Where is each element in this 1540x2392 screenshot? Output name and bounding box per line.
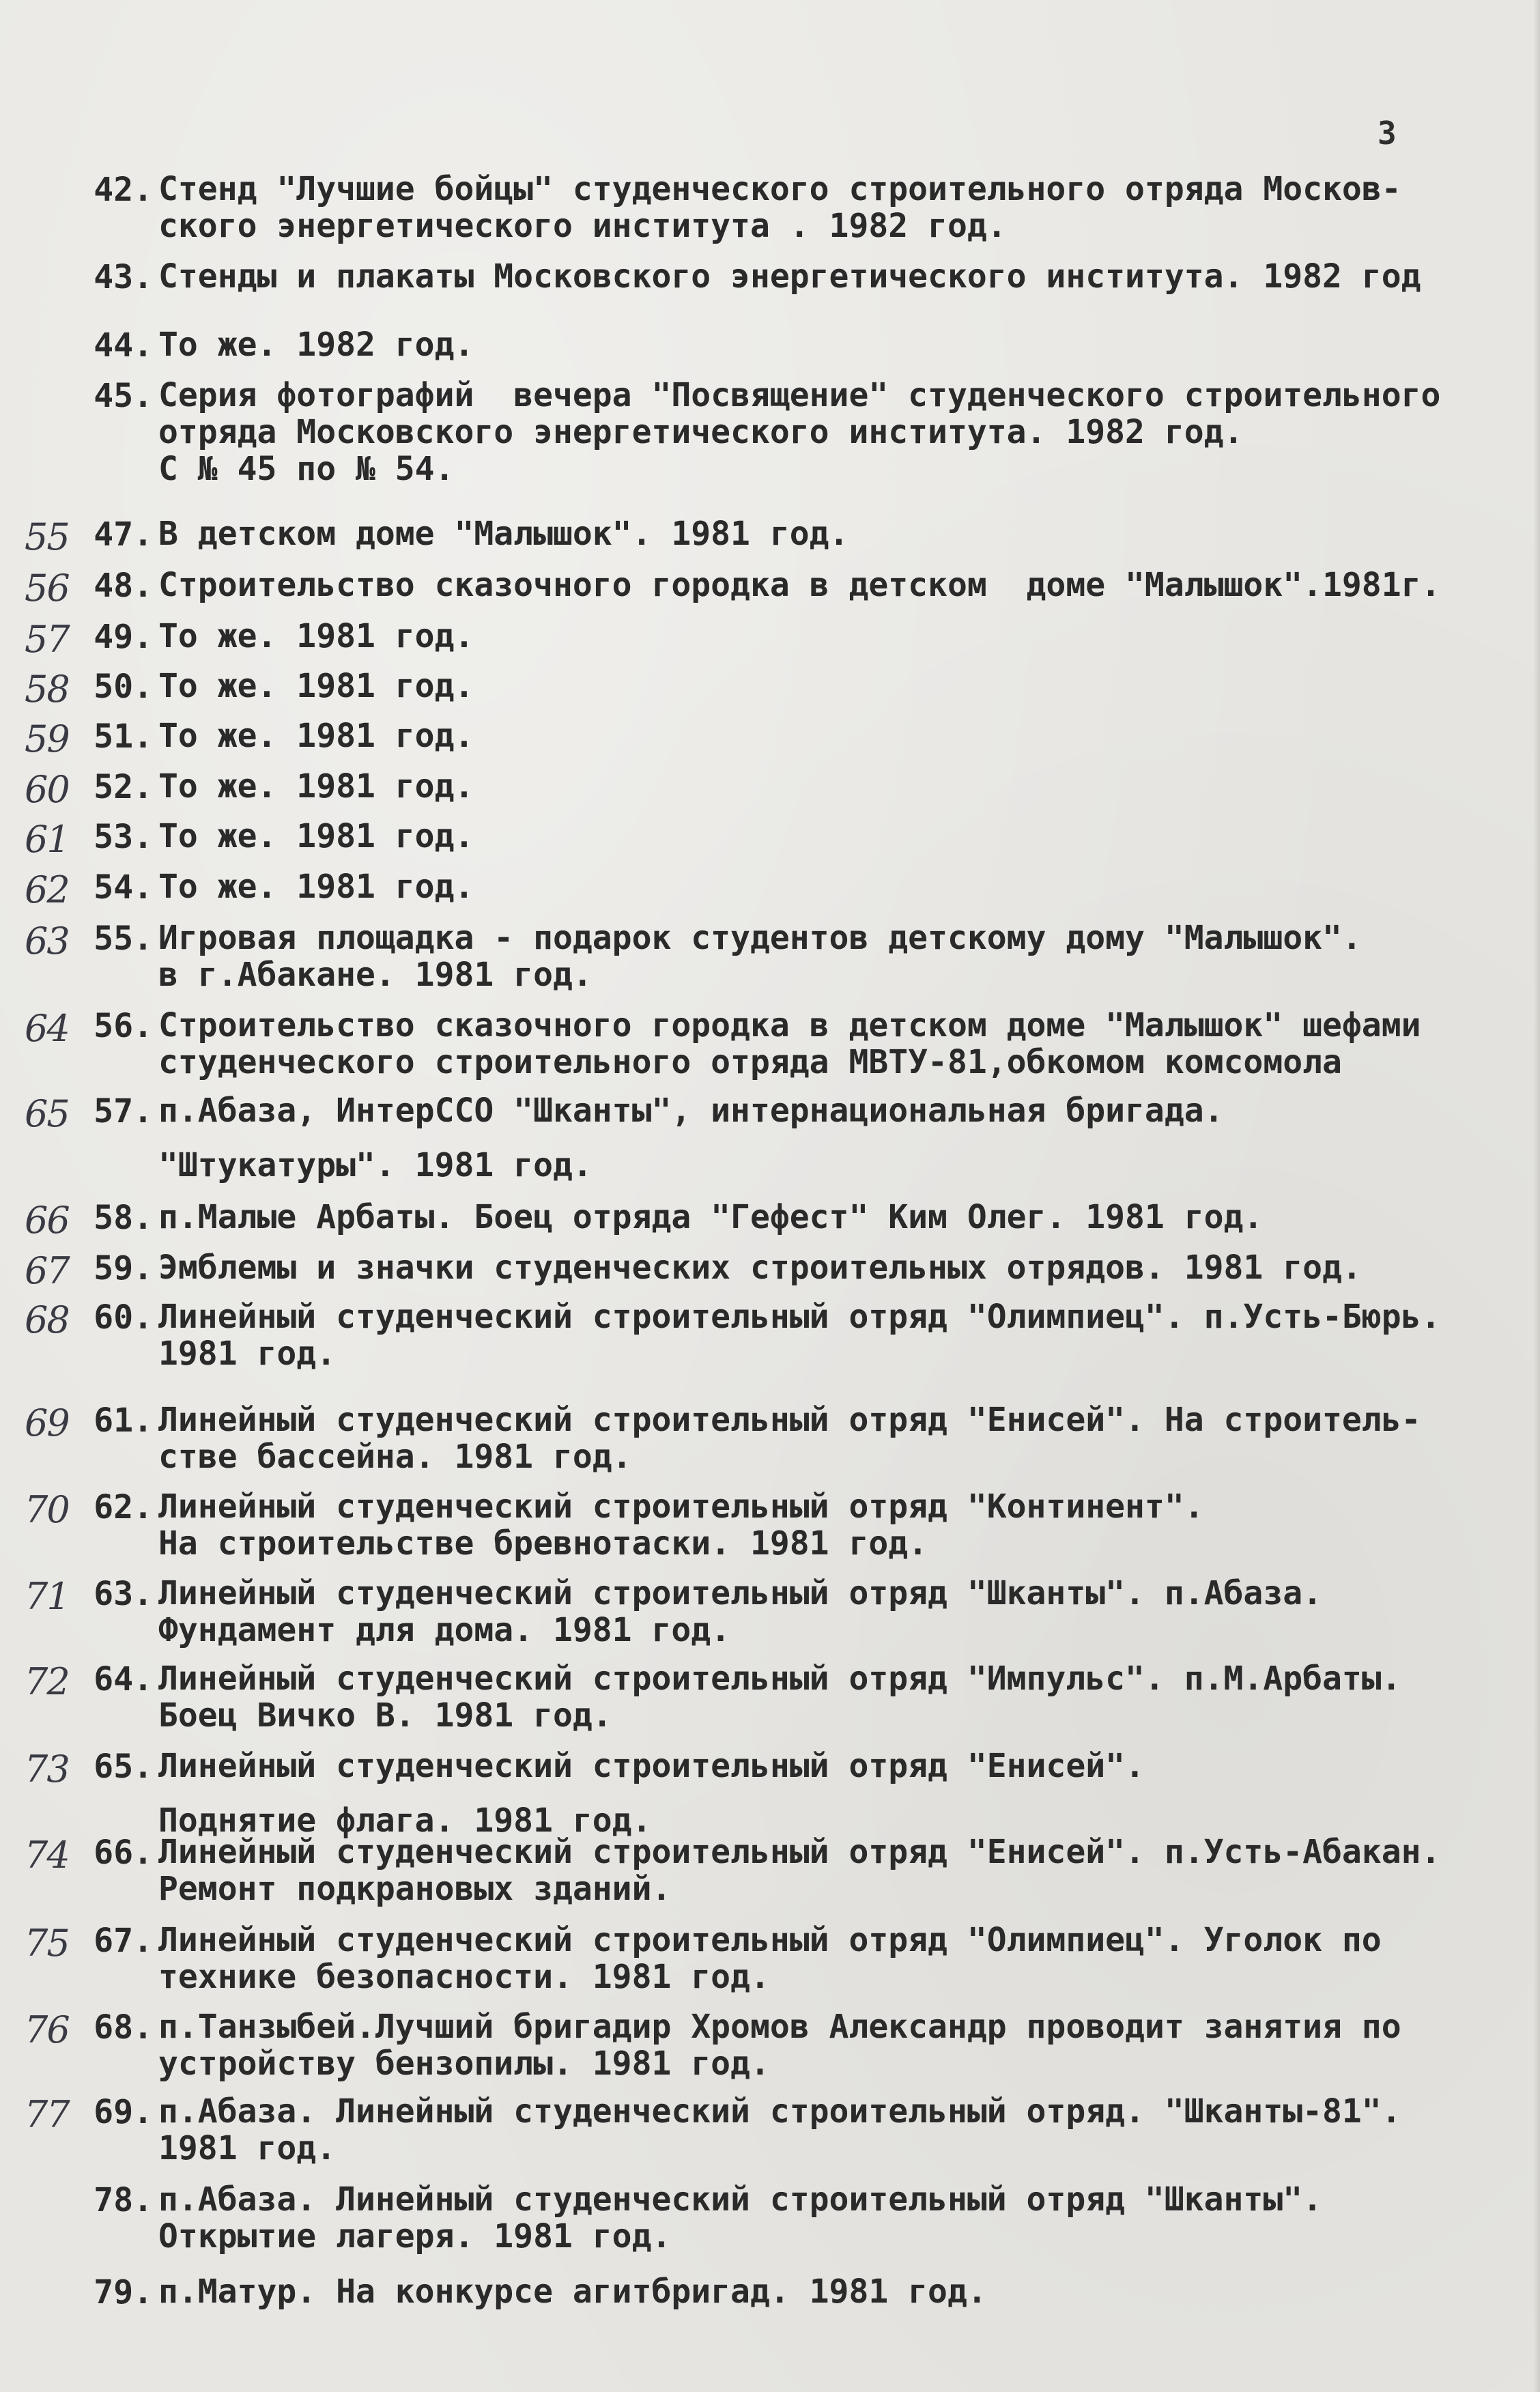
entry-number: 68. xyxy=(94,2008,153,2047)
handwritten-sheet-number: 71 xyxy=(25,1575,69,1618)
entry-description-line: Эмблемы и значки студенческих строительных отрядов. 1981 год. xyxy=(158,1249,1362,1287)
entry-number: 47. xyxy=(94,515,153,554)
handwritten-sheet-number: 69 xyxy=(25,1401,69,1444)
entry-number: 51. xyxy=(94,717,153,756)
entry-number: 61. xyxy=(94,1401,153,1440)
entry-description-line: То же. 1981 год. xyxy=(158,717,474,755)
entry-number: 53. xyxy=(94,818,153,856)
entry-number: 43. xyxy=(94,258,153,296)
entry-description xyxy=(158,1401,1530,1475)
entry-description xyxy=(158,1007,1530,1081)
entry-description xyxy=(158,1748,1530,1839)
entry-description-line: То же. 1981 год. xyxy=(158,667,474,705)
entry-description xyxy=(158,2181,1530,2255)
handwritten-sheet-number: 62 xyxy=(25,868,69,911)
handwritten-sheet-number: 58 xyxy=(25,668,69,711)
entry-description-line: 1981 год. xyxy=(158,1335,337,1373)
entry-description-line: В детском доме "Малышок". 1981 год. xyxy=(158,515,849,553)
entry-description xyxy=(158,818,1530,855)
entry-number: 50. xyxy=(94,668,153,706)
entry-description-line: Строительство сказочного городка в детском доме "Малышок".1981г. xyxy=(158,566,1441,604)
handwritten-sheet-number: 66 xyxy=(25,1199,69,1242)
entry-description-line: Игровая площадка - подарок студентов детскому дому "Малышок". xyxy=(158,919,1362,957)
entry-description-line: Поднятие флага. 1981 год. xyxy=(158,1802,652,1840)
entry-description-line: п.Танзыбей.Лучший бригадир Хромов Александр проводит занятия по xyxy=(158,2008,1401,2046)
entry-description-line: п.Абаза, ИнтерССО "Шканты", интернациональная бригада. xyxy=(158,1092,1224,1130)
entry-description xyxy=(158,618,1530,655)
entry-description-line: п.Абаза. Линейный студенческий строительный отряд. "Шканты-81". xyxy=(158,2092,1401,2131)
entry-number: 59. xyxy=(94,1249,153,1287)
entry-description-line: Линейный студенческий строительный отряд "Импульс". п.М.Арбаты. xyxy=(158,1660,1401,1698)
entry-description-line: Линейный студенческий строительный отряд "Енисей". На строитель- xyxy=(158,1401,1421,1439)
entry-description-line: Боец Вичко В. 1981 год. xyxy=(158,1696,612,1735)
entry-description-line: 1981 год. xyxy=(158,2129,337,2167)
entry-number: 66. xyxy=(94,1834,153,1872)
entry-number: 78. xyxy=(94,2181,153,2219)
page-number: 3 xyxy=(1378,115,1397,152)
entry-description-line: Ремонт подкрановых зданий. xyxy=(158,1870,672,1908)
entry-number: 79. xyxy=(94,2273,153,2311)
entry-description-line: Открытие лагеря. 1981 год. xyxy=(158,2217,672,2255)
entry-number: 45. xyxy=(94,377,153,415)
entry-description-line: п.Матур. На конкурсе агитбригад. 1981 год. xyxy=(158,2273,987,2311)
entry-description xyxy=(158,1660,1530,1734)
handwritten-sheet-number: 77 xyxy=(25,2093,69,2136)
entry-number: 67. xyxy=(94,1922,153,1960)
handwritten-sheet-number: 64 xyxy=(25,1007,69,1050)
entry-number: 54. xyxy=(94,868,153,907)
entry-number: 65. xyxy=(94,1748,153,1786)
entry-number: 42. xyxy=(94,171,153,209)
entry-description-line: Линейный студенческий строительный отряд "Енисей". xyxy=(158,1747,1145,1785)
handwritten-sheet-number: 70 xyxy=(25,1488,69,1531)
entry-description-line: Линейный студенческий строительный отряд "Енисей". п.Усть-Абакан. xyxy=(158,1833,1441,1871)
entry-number: 69. xyxy=(94,2093,153,2131)
handwritten-sheet-number: 55 xyxy=(25,515,69,558)
entry-description-line: Фундамент для дома. 1981 год. xyxy=(158,1611,731,1649)
entry-description-line: стве бассейна. 1981 год. xyxy=(158,1438,632,1476)
entry-number: 44. xyxy=(94,326,153,365)
entry-description xyxy=(158,1249,1530,1286)
entry-number: 49. xyxy=(94,618,153,656)
paper-edge xyxy=(1533,0,1540,2392)
entry-description xyxy=(158,1199,1530,1236)
entry-description xyxy=(158,1298,1530,1372)
entry-description-line: п.Малые Арбаты. Боец отряда "Гефест" Ким Олег. 1981 год. xyxy=(158,1198,1264,1236)
entry-number: 56. xyxy=(94,1007,153,1045)
entry-description xyxy=(158,1834,1530,1907)
entry-description xyxy=(158,2008,1530,2082)
entry-description xyxy=(158,2093,1530,2167)
handwritten-sheet-number: 63 xyxy=(25,920,69,963)
handwritten-sheet-number: 72 xyxy=(25,1660,69,1703)
entry-number: 57. xyxy=(94,1092,153,1130)
entry-description xyxy=(158,668,1530,704)
entry-number: 55. xyxy=(94,920,153,958)
entry-description-line: Строительство сказочного городка в детском доме "Малышок" шефами xyxy=(158,1006,1421,1044)
entry-description xyxy=(158,2273,1530,2310)
entry-description-line: То же. 1981 год. xyxy=(158,767,474,806)
entry-description xyxy=(158,567,1530,603)
handwritten-sheet-number: 73 xyxy=(25,1748,69,1791)
handwritten-sheet-number: 57 xyxy=(25,618,69,661)
entry-description-line: Линейный студенческий строительный отряд "Олимпиец". п.Усть-Бюрь. xyxy=(158,1298,1441,1336)
entry-description-line: технике безопасности. 1981 год. xyxy=(158,1958,770,1996)
entry-description-line: То же. 1982 год. xyxy=(158,326,474,364)
handwritten-sheet-number: 60 xyxy=(25,768,69,811)
entry-description xyxy=(158,717,1530,754)
handwritten-sheet-number: 67 xyxy=(25,1249,69,1292)
entry-number: 64. xyxy=(94,1660,153,1698)
handwritten-sheet-number: 76 xyxy=(25,2008,69,2051)
handwritten-sheet-number: 68 xyxy=(25,1298,69,1341)
handwritten-sheet-number: 59 xyxy=(25,717,69,760)
entry-description-line: студенческого строительного отряда МВТУ-81,обкомом комсомола xyxy=(158,1043,1342,1081)
handwritten-sheet-number: 61 xyxy=(25,818,69,861)
entry-description xyxy=(158,868,1530,905)
entry-number: 63. xyxy=(94,1575,153,1613)
entry-description-line: отряда Московского энергетического института. 1982 год. xyxy=(158,413,1244,451)
entry-description xyxy=(158,1575,1530,1649)
entry-description xyxy=(158,920,1530,993)
entry-description xyxy=(158,515,1530,552)
entry-description-line: С № 45 по № 54. xyxy=(158,450,455,488)
entry-description-line: Линейный студенческий строительный отряд "Континент". xyxy=(158,1487,1204,1526)
entry-description xyxy=(158,171,1530,244)
entry-description-line: устройству бензопилы. 1981 год. xyxy=(158,2045,770,2083)
entry-number: 58. xyxy=(94,1199,153,1237)
handwritten-sheet-number: 65 xyxy=(25,1092,69,1135)
entry-description-line: "Штукатуры". 1981 год. xyxy=(158,1146,593,1184)
entry-description-line: Стенды и плакаты Московского энергетического института. 1982 год xyxy=(158,257,1421,296)
entry-number: 62. xyxy=(94,1488,153,1526)
entry-number: 52. xyxy=(94,768,153,806)
entry-description-line: То же. 1981 год. xyxy=(158,868,474,906)
entry-description-line: в г.Абакане. 1981 год. xyxy=(158,956,593,994)
entry-description-line: Стенд "Лучшие бойцы" студенческого строительного отряда Москов- xyxy=(158,170,1401,208)
entry-description-line: ского энергетического института . 1982 год. xyxy=(158,207,1007,245)
entry-description-line: На строительстве бревнотаски. 1981 год. xyxy=(158,1524,928,1563)
entry-description xyxy=(158,377,1530,487)
handwritten-sheet-number: 56 xyxy=(25,567,69,610)
entry-number: 48. xyxy=(94,567,153,605)
entry-description xyxy=(158,1922,1530,1995)
handwritten-sheet-number: 75 xyxy=(25,1922,69,1965)
entry-description xyxy=(158,768,1530,805)
entry-description-line: Серия фотографий вечера "Посвящение" студенческого строительного xyxy=(158,376,1441,414)
entry-description xyxy=(158,258,1530,295)
entry-description xyxy=(158,326,1530,363)
entry-description xyxy=(158,1092,1530,1184)
entry-description-line: п.Абаза. Линейный студенческий строительный отряд "Шканты". xyxy=(158,2180,1323,2219)
entry-description-line: Линейный студенческий строительный отряд "Олимпиец". Уголок по xyxy=(158,1921,1382,1959)
entry-description xyxy=(158,1488,1530,1562)
entry-description-line: Линейный студенческий строительный отряд "Шканты". п.Абаза. xyxy=(158,1574,1323,1612)
entry-description-line: То же. 1981 год. xyxy=(158,617,474,655)
handwritten-sheet-number: 74 xyxy=(25,1834,69,1877)
entry-number: 60. xyxy=(94,1298,153,1337)
entry-description-line: То же. 1981 год. xyxy=(158,817,474,855)
